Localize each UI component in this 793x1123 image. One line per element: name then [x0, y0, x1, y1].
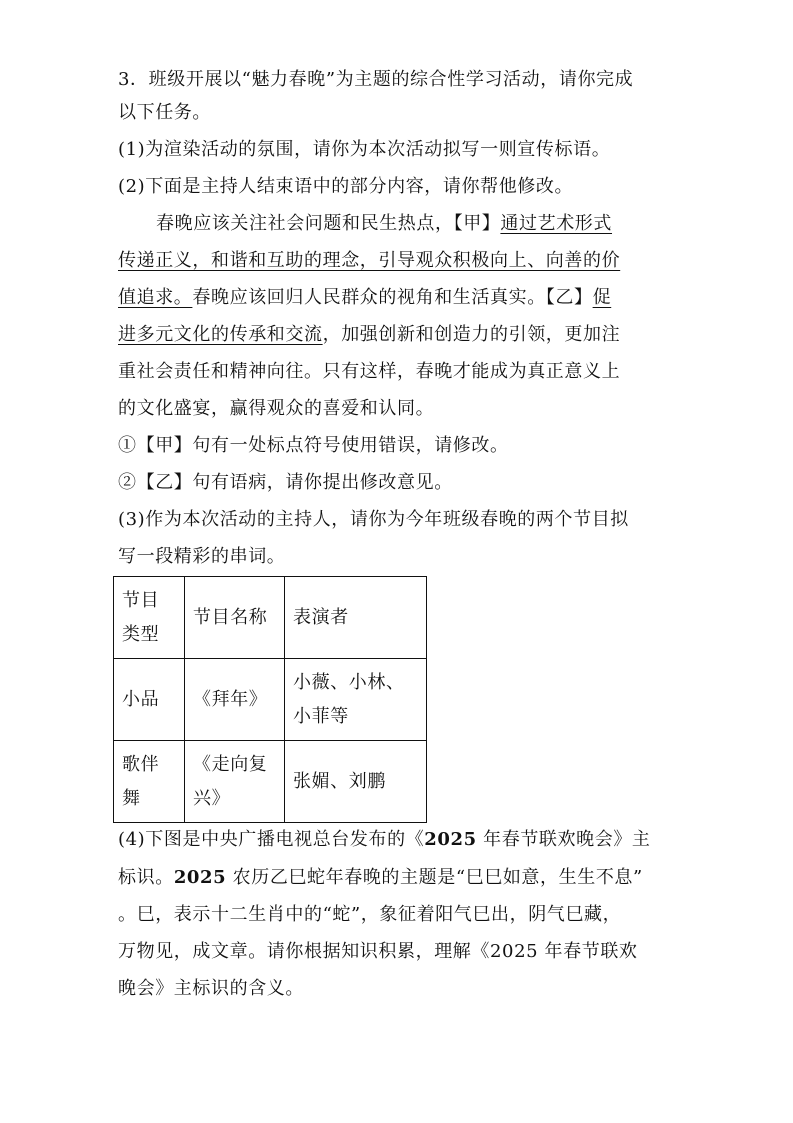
underlined-sentence-jia: 值追求。 [118, 287, 193, 308]
q4-text: 农历乙巳蛇年春晚的主题是“巳巳如意，生生不息” [226, 867, 643, 888]
passage-line-2 [118, 249, 620, 273]
table-cell-type: 歌伴舞 [114, 741, 185, 823]
subquestion-4-line5: 晚会》主标识的含义。 [118, 978, 304, 999]
table-cell-performers: 小薇、小林、小菲等 [285, 659, 427, 741]
passage-text: 春晚应该关注社会问题和民生热点，【甲】 [156, 213, 501, 234]
table-cell-name: 《走向复兴》 [185, 741, 285, 823]
subtask-1: ①【甲】句有一处标点符号使用错误，请修改。 [118, 435, 509, 456]
question-3-intro-line1: 3．班级开展以“魅力春晚”为主题的综合性学习活动，请你完成 [118, 69, 634, 90]
subquestion-4-line3: 。巳，表示十二生肖中的“蛇”，象征着阳气巳出，阴气巳藏， [118, 904, 622, 925]
passage-line-5: 重社会责任和精神向往。只有这样，春晚才能成为真正意义上 [118, 361, 621, 382]
table-cell-performers: 张媚、刘鹏 [285, 741, 427, 823]
underlined-sentence-yi: 进多元文化的传承和交流 [118, 324, 323, 345]
underlined-sentence-jia: 传递正义，和谐和互助的理念，引导观众积极向上、向善的价 [118, 250, 621, 271]
year-number: 2025 [173, 867, 227, 888]
subquestion-1: (1)为渲染活动的氛围，请你为本次活动拟写一则宣传标语。 [118, 139, 611, 160]
program-table [113, 576, 427, 823]
passage-line-4 [118, 323, 620, 347]
table-row [114, 659, 427, 741]
passage-text: ，加强创新和创造力的引领，更加注 [322, 324, 621, 345]
subquestion-2: (2)下面是主持人结束语中的部分内容，请你帮他修改。 [118, 176, 574, 197]
table-header-row [114, 577, 427, 659]
q4-text: (4)下图是中央广播电视总台发布的《 [118, 829, 425, 850]
year-number: 2025 [424, 829, 477, 850]
subquestion-3-line2: 写一段精彩的串词。 [118, 546, 286, 567]
subquestion-4-line2 [118, 866, 643, 890]
passage-line-1 [156, 212, 612, 236]
underlined-sentence-jia: 通过艺术形式 [500, 213, 613, 234]
q4-text: 标识。 [118, 867, 174, 888]
subquestion-3-line1: (3)作为本次活动的主持人，请你为今年班级春晚的两个节目拟 [118, 509, 629, 530]
header-performers: 表演者 [285, 577, 427, 659]
passage-text: 春晚应该回归人民群众的视角和生活真实。【乙】 [192, 287, 593, 308]
header-program-type: 节目类型 [114, 577, 185, 659]
question-3-intro-line2: 以下任务。 [118, 102, 211, 123]
table-cell-name: 《拜年》 [185, 659, 285, 741]
q4-text: 年春节联欢晚会》主 [476, 829, 651, 850]
subtask-2: ②【乙】句有语病，请你提出修改意见。 [118, 472, 453, 493]
passage-line-6: 的文化盛宴，赢得观众的喜爱和认同。 [118, 398, 435, 419]
table-cell-type: 小品 [114, 659, 185, 741]
subquestion-4-line4: 万物见，成文章。请你根据知识积累，理解《2025 年春节联欢 [118, 941, 638, 962]
underlined-sentence-yi: 促 [592, 287, 612, 308]
subquestion-4-line1 [118, 828, 651, 852]
table-row [114, 741, 427, 823]
header-program-name: 节目名称 [185, 577, 285, 659]
passage-line-3 [118, 286, 611, 310]
